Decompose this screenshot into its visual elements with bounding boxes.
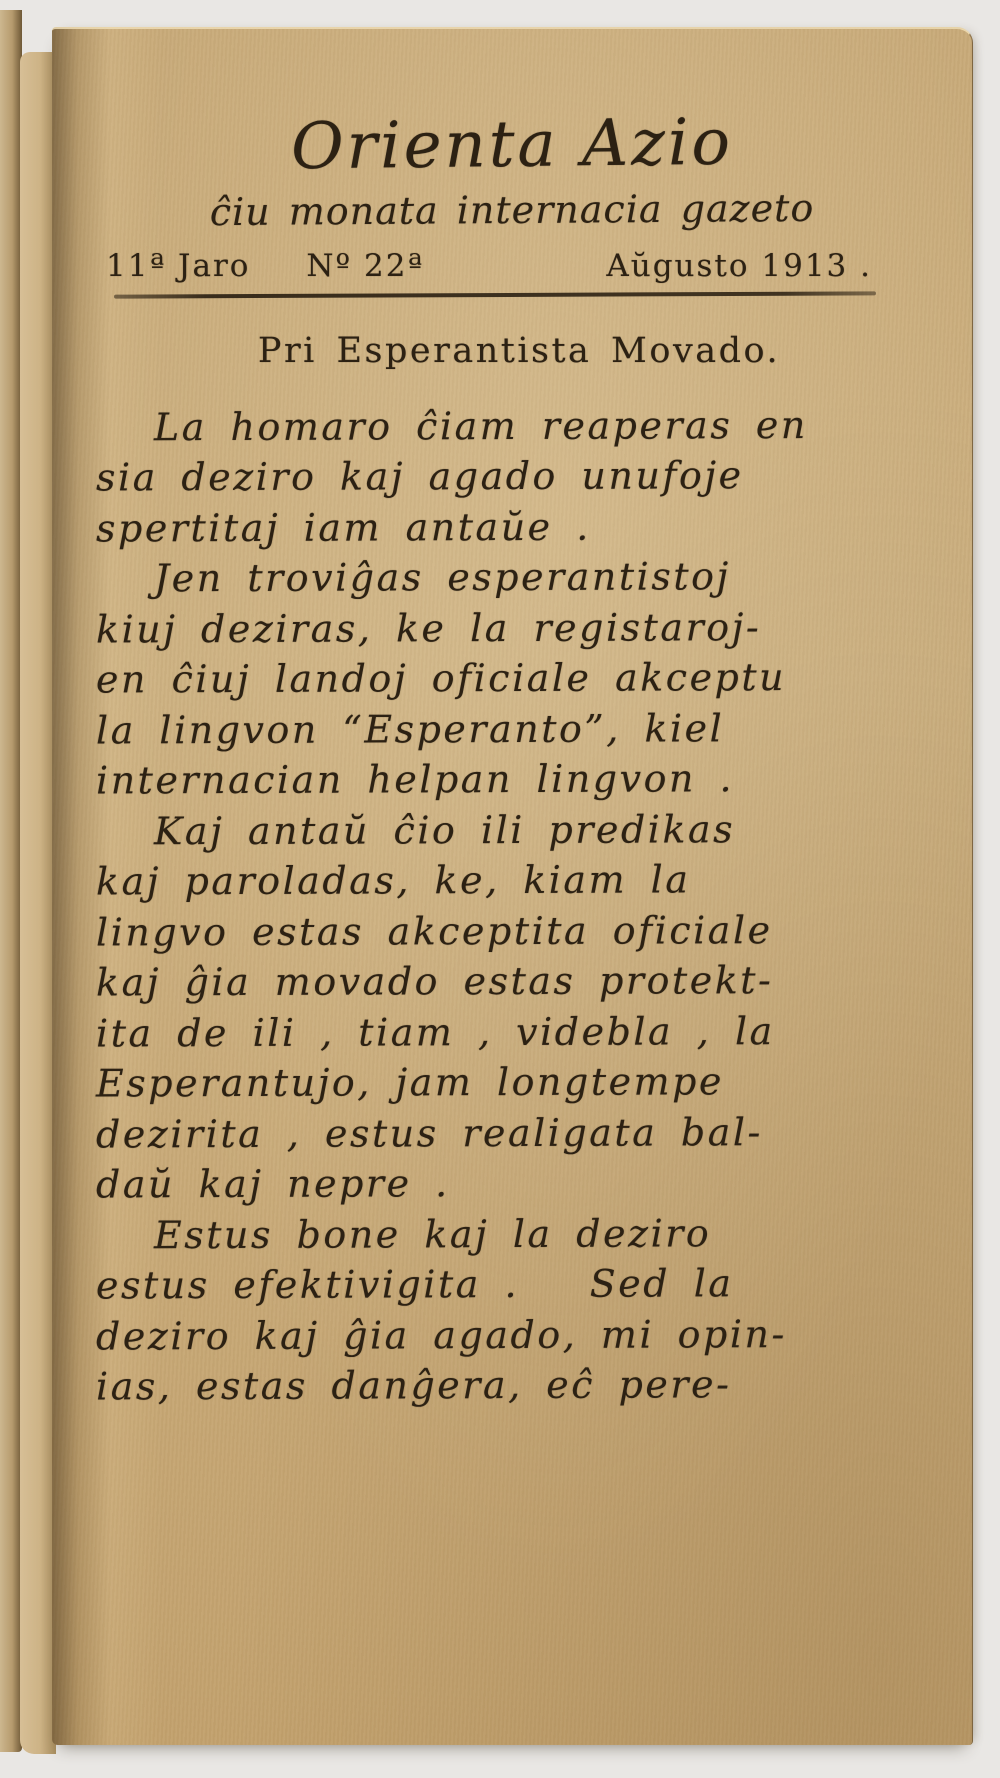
manuscript-line (96, 601, 942, 654)
manuscript-line-text: Esperantujo, jam longtempe (95, 1059, 724, 1106)
manuscript-line-text: spertitaj iam antaŭe . (95, 504, 591, 551)
issue-volume: 11ª Jaro (106, 248, 251, 285)
manuscript-line (96, 1056, 942, 1109)
book-spine-edge (0, 10, 22, 1752)
manuscript-line-text: Estus bone kaj la deziro (153, 1211, 712, 1258)
manuscript-line (96, 955, 942, 1008)
manuscript-line-text: Jen troviĝas esperantistoj (153, 554, 731, 601)
manuscript-line (96, 399, 942, 452)
manuscript-line (96, 1207, 942, 1260)
manuscript-line-text: internacian helpan lingvon . (95, 756, 735, 803)
manuscript-line-text: dezirita , estus realigata bal- (95, 1109, 763, 1157)
manuscript-line-text: kaj paroladas, ke, kiam la (95, 857, 691, 904)
manuscript-line (96, 500, 942, 553)
manuscript-line (96, 803, 942, 856)
manuscript-line (96, 1308, 942, 1361)
manuscript-line (96, 904, 942, 957)
manuscript-line (96, 1258, 942, 1311)
gazette-title: Orienta Azio (290, 105, 734, 185)
manuscript-line-text: Kaj antaŭ ĉio ili predikas (153, 807, 736, 854)
manuscript-line-text: La homaro ĉiam reaperas en (153, 402, 808, 450)
manuscript-line (96, 854, 942, 907)
manuscript-line (96, 1005, 942, 1058)
issue-number: Nº 22ª (306, 248, 425, 285)
manuscript-line-text: estus efektivigita . Sed la (95, 1261, 734, 1308)
manuscript-line (96, 450, 942, 503)
manuscript-line-text: ias, estas danĝera, eĉ pere- (95, 1362, 732, 1409)
manuscript-line-text: en ĉiuj landoj oficiale akceptu (95, 655, 787, 702)
issue-date: Aŭgusto 1913 . (606, 248, 872, 285)
manuscript-line (96, 652, 942, 705)
manuscript-line-text: lingvo estas akceptita oficiale (95, 907, 773, 955)
manuscript-line-text: sia deziro kaj agado unufoje (95, 453, 744, 500)
manuscript-line (96, 551, 942, 604)
manuscript-page (52, 27, 973, 1745)
previous-page-edge (20, 52, 56, 1754)
manuscript-line-text: ita de ili , tiam , videbla , la (95, 1008, 775, 1056)
manuscript-line-text: daŭ kaj nepre . (95, 1161, 450, 1207)
article-heading: Pri Esperantista Movado. (257, 330, 781, 371)
manuscript-line-text: kiuj deziras, ke la registaroj- (95, 604, 762, 652)
issue-line (98, 248, 926, 284)
manuscript-text (96, 401, 942, 1411)
manuscript-line-text: deziro kaj ĝia agado, mi opin- (95, 1311, 787, 1359)
manuscript-line (96, 1157, 942, 1210)
masthead-underline (114, 292, 876, 299)
manuscript-line-text: la lingvon “Esperanto”, kiel (95, 706, 725, 753)
gazette-subtitle: ĉiu monata internacia gazeto (209, 185, 815, 235)
masthead (52, 29, 972, 297)
manuscript-line (96, 1106, 942, 1159)
manuscript-line (96, 1359, 942, 1412)
manuscript-line-text: kaj ĝia movado estas protekt- (95, 958, 774, 1005)
manuscript-line (96, 702, 942, 755)
manuscript-line (96, 753, 942, 806)
article (52, 331, 972, 1411)
